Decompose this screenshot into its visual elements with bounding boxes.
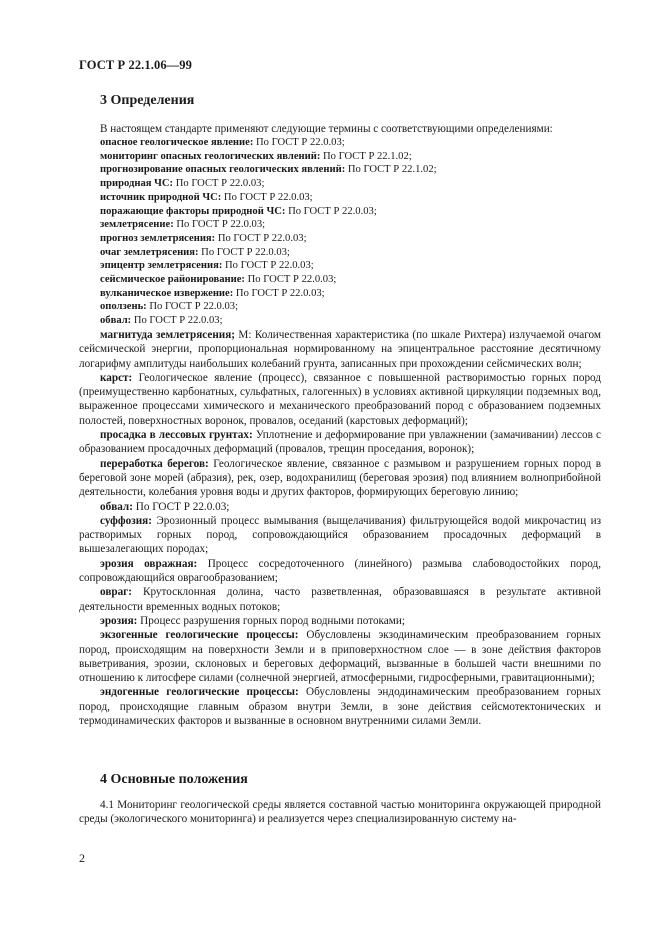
compact-term-list (100, 136, 600, 328)
definition-paragraph (79, 557, 601, 586)
term-name: эпицентр землетрясения: (100, 260, 223, 272)
compact-term-line (100, 218, 600, 232)
definition-term: экзогенные геологические процессы: (100, 629, 299, 642)
term-name: сейсмическое районирование: (100, 274, 245, 286)
section-3-heading: 3 Определения (100, 93, 195, 108)
paragraph-4-1: 4.1 Мониторинг геологической среды является составной частью мониторинга окружающей природной среды (экологического мониторинга) и реализуется через специализированную систему на- (79, 799, 601, 826)
definition-paragraph (79, 514, 601, 557)
term-reference: По ГОСТ Р 22.0.03; (221, 191, 313, 203)
compact-term-line (100, 136, 600, 150)
definition-paragraph (79, 457, 601, 500)
term-name: очаг землетрясения: (100, 246, 199, 258)
definition-term: карст: (100, 371, 133, 384)
term-name: обвал: (100, 315, 132, 327)
definition-text: Уплотнение и деформирование при увлажнении (замачивании) лессов с образованием просадочных деформаций (провалов, трещин проседания, воронок); (79, 429, 601, 456)
definition-term: суффозия: (100, 514, 152, 527)
definition-text: Геологическое явление (процесс), связанное с повышенной растворимостью горных пород (преимущественно карбонатных, сульфатных, галогенных) в условиях активной циркуляции подземных вод, выраженное процессами химического и механического преобразований пород с образованием подземных полостей, поверхностных воронок, провалов, оседаний (карстовых деформаций); (79, 371, 601, 427)
compact-term-line (100, 163, 600, 177)
definition-paragraph (79, 500, 601, 514)
intro-paragraph: В настоящем стандарте применяют следующие термины с соответствующими определениями: (100, 123, 553, 135)
definition-text: Процесс сосредоточенного (линейного) размыва слабоводостойких пород, сопровождающийся оврагообразованием; (79, 557, 602, 585)
definition-term: переработка берегов: (100, 457, 209, 470)
term-name: опасное геологическое явление: (100, 137, 254, 148)
definitions-list (79, 328, 601, 728)
definition-term: просадка в лессовых грунтах: (100, 429, 253, 442)
definition-term: эрозия овражная: (100, 557, 198, 570)
term-reference: По ГОСТ Р 22.0.03; (222, 260, 314, 272)
compact-term-line (100, 191, 600, 205)
term-name: прогнозирование опасных геологических явлений: (100, 164, 346, 176)
definition-text: Обусловлены экзодинамическим преобразованием горных пород, происходящим на поверхности Земли и в приповерхностном слое — в зоне действия факторов выветривания, эрозии, склоновых и береговых деформаций, вызванные в большей части внешними по отношению к литосфере силами (солнечной энергией, атмосферными, гидросферными, гравитационными); (79, 629, 601, 685)
definition-paragraph (79, 628, 601, 685)
term-reference: По ГОСТ Р 22.0.03; (233, 287, 325, 299)
term-name: оползень: (100, 301, 147, 313)
definition-text: М: Количественная характеристика (по шкале Рихтера) излучаемой очагом сейсмической энергии, пропорциональная нормированному на эпицентральное расстояние десятичному логарифму амплитуды наибольших колебаний грунта, записанных при прохождении сейсмических волн; (79, 329, 601, 370)
definition-paragraph (79, 371, 601, 428)
term-reference: По ГОСТ Р 22.1.02; (345, 164, 437, 176)
standard-number-header: ГОСТ Р 22.1.06—99 (79, 58, 192, 72)
compact-term-line (100, 246, 600, 260)
definition-text: Процесс разрушения горных пород водными потоками; (137, 614, 405, 627)
compact-term-line (100, 177, 600, 191)
definition-term: эндогенные геологические процессы: (100, 686, 299, 699)
definition-text: По ГОСТ Р 22.0.03; (132, 500, 230, 513)
compact-term-line (100, 300, 600, 314)
term-reference: По ГОСТ Р 22.0.03; (253, 137, 345, 148)
term-reference: По ГОСТ Р 22.0.03; (131, 315, 223, 327)
compact-term-line (100, 273, 600, 287)
definition-term: обвал: (100, 500, 133, 513)
section-4-body (79, 798, 601, 827)
term-reference: По ГОСТ Р 22.0.03; (285, 205, 377, 217)
term-name: мониторинг опасных геологических явлений: (100, 150, 321, 162)
definition-term: овраг: (100, 586, 132, 599)
definition-paragraph (79, 328, 601, 371)
term-name: вулканическое извержение: (100, 287, 234, 299)
definition-text: Эрозионный процесс вымывания (выщелачивания) фильтрующейся водой микрочастиц из растворимых горных пород, сопровождающийся образованием просадочных деформаций в вышезалегающих породах; (79, 514, 601, 556)
compact-term-line (100, 232, 600, 246)
definition-paragraph (79, 585, 601, 614)
definition-term: эрозия: (100, 614, 138, 627)
page-number: 2 (79, 851, 85, 865)
term-name: природная ЧС: (100, 178, 174, 190)
definition-paragraph (79, 428, 601, 457)
compact-term-line (100, 259, 600, 273)
compact-term-line (100, 314, 600, 328)
compact-term-line (100, 150, 600, 164)
definition-paragraph (79, 614, 601, 628)
compact-term-line (100, 287, 600, 301)
term-name: землетрясение: (100, 219, 174, 231)
term-name: поражающие факторы природной ЧС: (100, 205, 286, 217)
term-name: прогноз землетрясения: (100, 232, 216, 244)
term-reference: По ГОСТ Р 22.0.03; (173, 219, 266, 231)
term-reference: По ГОСТ Р 22.0.03; (146, 301, 239, 313)
term-name: источник природной ЧС: (100, 191, 222, 203)
definition-paragraph (79, 685, 601, 728)
section-4-heading: 4 Основные положения (100, 772, 248, 787)
term-reference: По ГОСТ Р 22.0.03; (244, 274, 337, 286)
definition-term: магнитуда землетрясения; (100, 329, 235, 341)
definition-text: Крутосклонная долина, часто разветвленная, образовавшаяся в результате активной деятельности временных водных потоков; (79, 586, 601, 613)
compact-term-line (100, 205, 600, 219)
term-reference: По ГОСТ Р 22.0.03; (198, 246, 290, 258)
term-reference: По ГОСТ Р 22.0.03; (173, 178, 265, 190)
definition-text: Геологическое явление, связанное с размывом и разрушением горных пород в береговой зоне морей (абразия), рек, озер, водохранилищ (береговая эрозия) под влиянием волноприбойной деятельности, колебания уровня воды и других факторов, формирующих береговую линию; (79, 457, 601, 499)
section-3-intro (79, 122, 601, 136)
term-reference: По ГОСТ Р 22.0.03; (215, 232, 307, 244)
definition-text: Обусловлены эндодинамическим преобразованием горных пород, происходящие главным образом внутри Земли, в зоне действия сейсмотектонических и термодинамических факторов и вызванные в основном внутренними силами Земли. (79, 686, 601, 728)
term-reference: По ГОСТ Р 22.1.02; (320, 150, 412, 162)
